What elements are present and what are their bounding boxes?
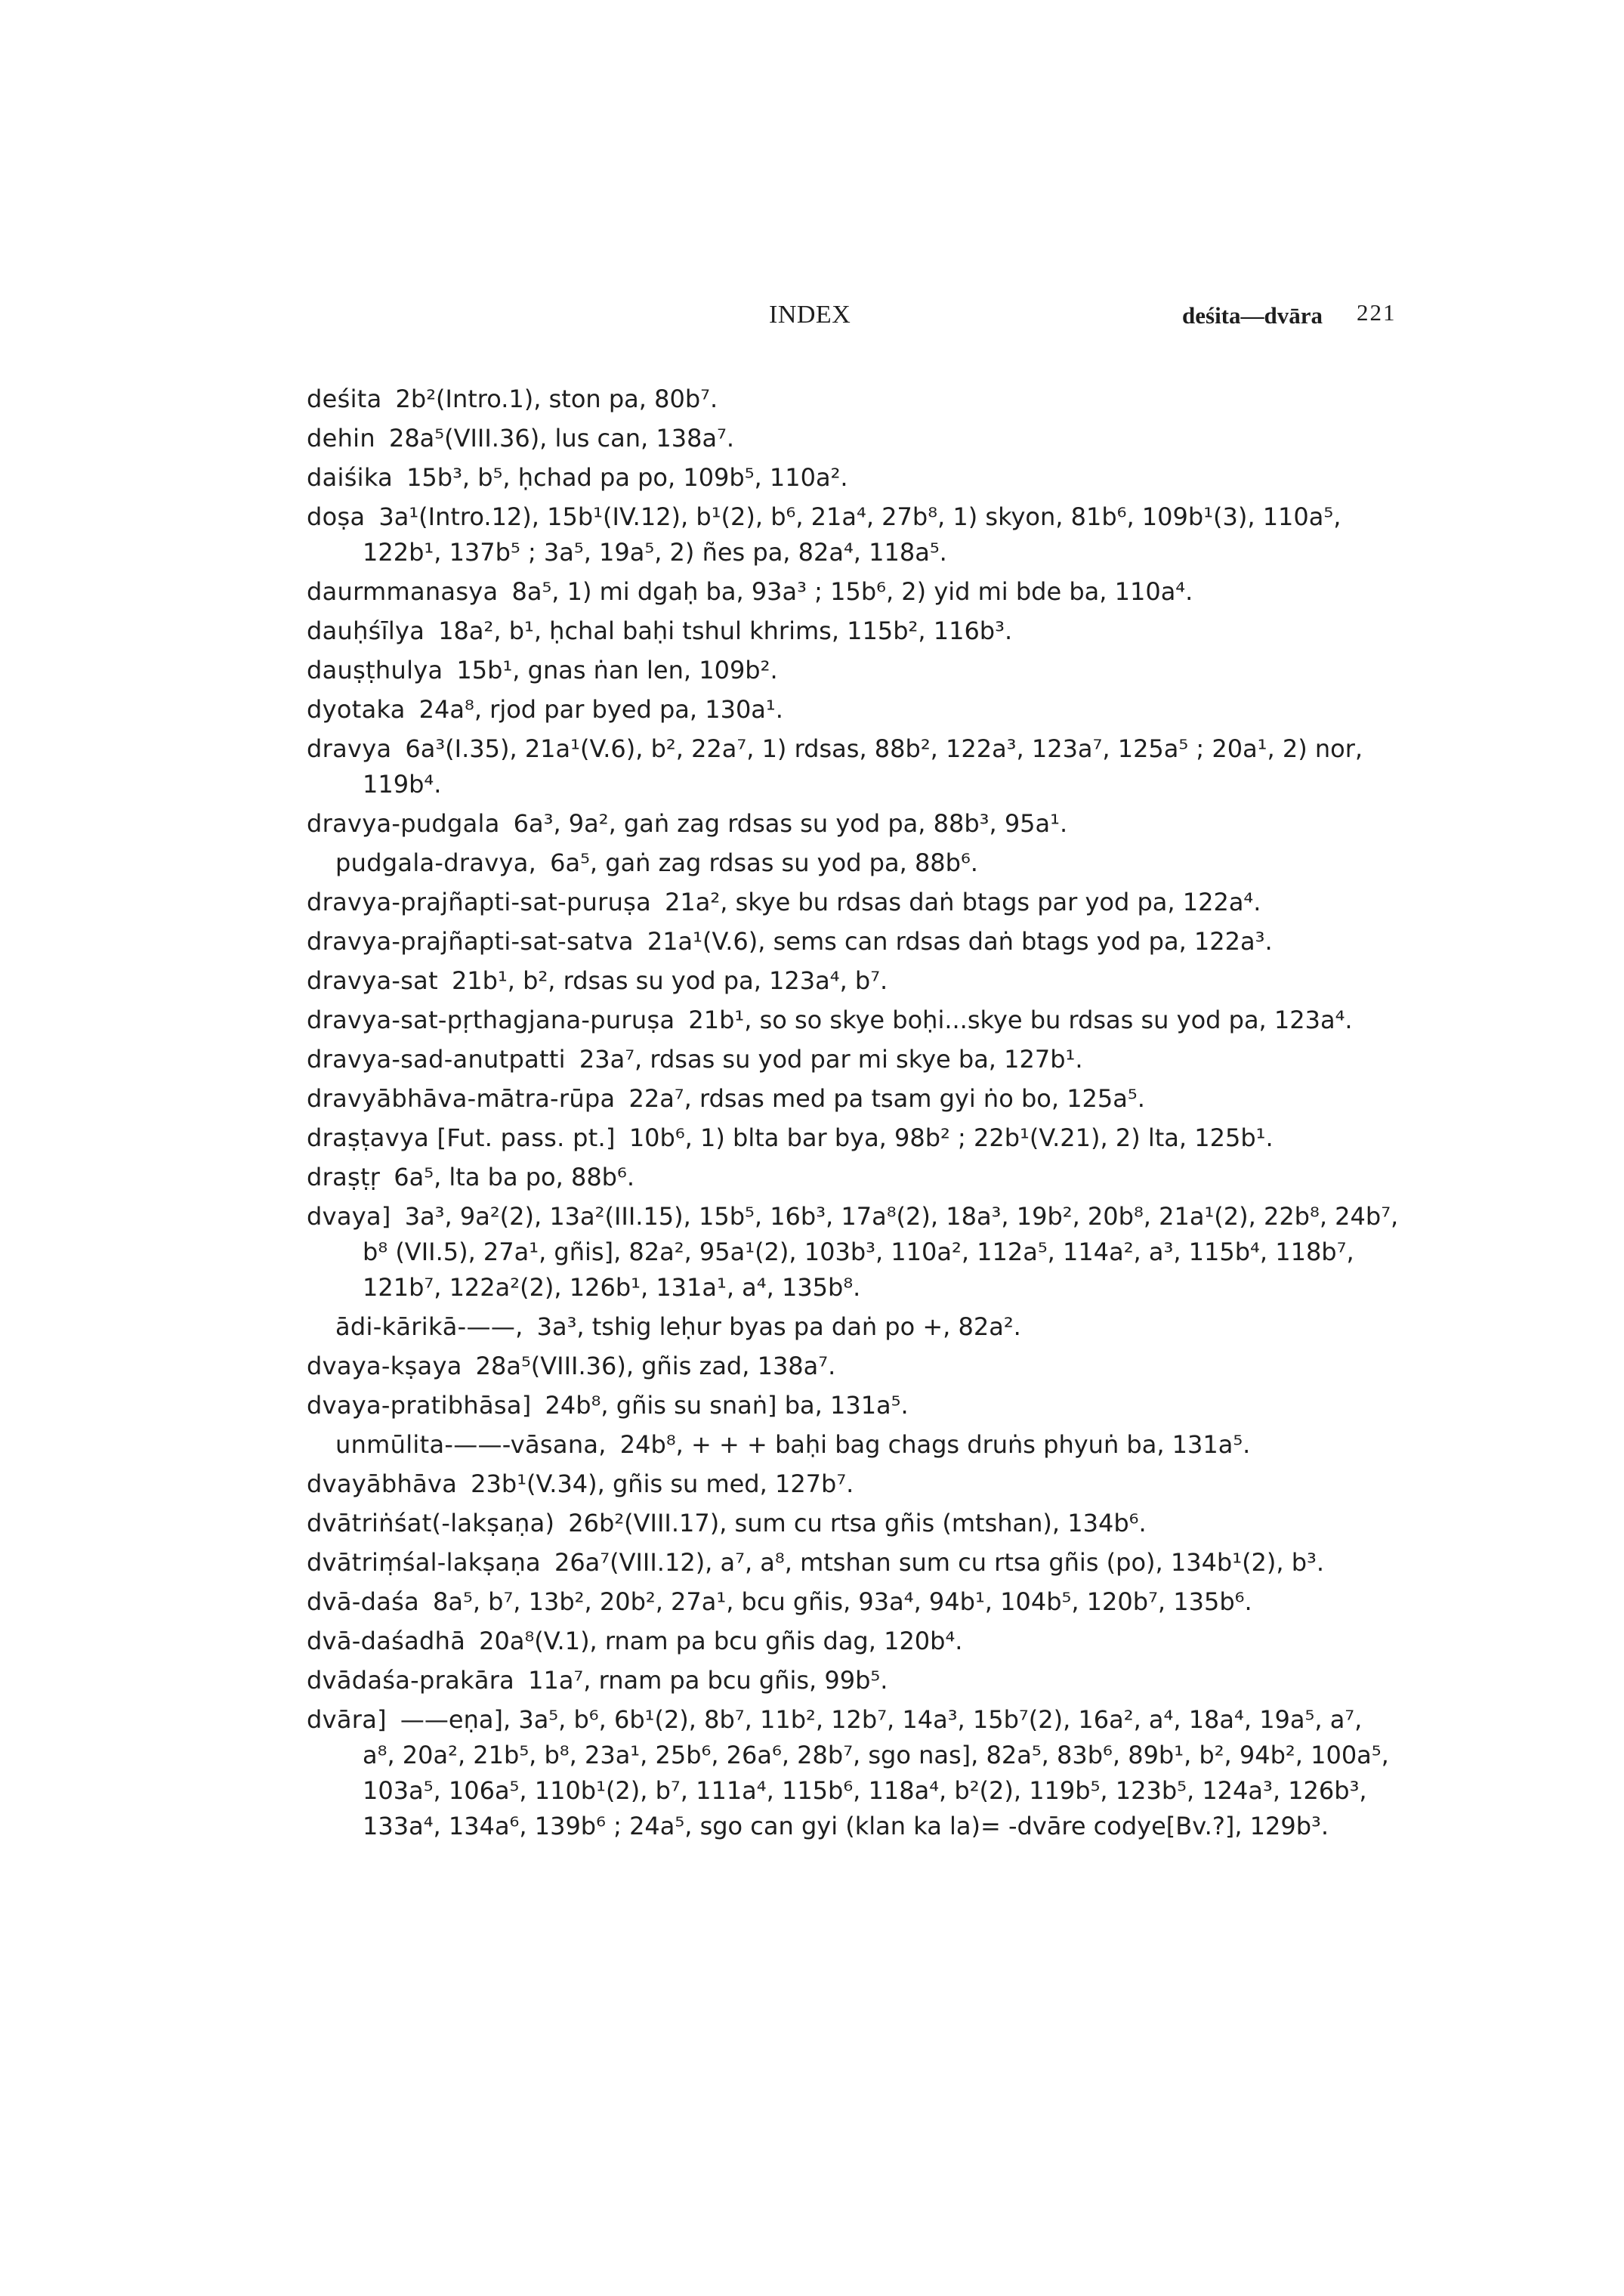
index-entry: [307, 382, 1402, 417]
index-entry: [307, 1663, 1402, 1698]
entry-headword: doṣa: [307, 502, 366, 531]
entry-references: 3a³, 9a²(2), 13a²(III.15), 15b⁵, 16b³, 17a⁸(2), 18a³, 19b², 20b⁸, 21a¹(2), 22b⁸, 24b⁷, b⁸ (VII.5), 27a¹, gñis], 82a², 95a¹(2), 103b³, 110a², 112a⁵, 114a², a³, 115b⁴, 118b⁷, 121b⁷, 122a²(2), 126b¹, 131a¹, a⁴, 135b⁸.: [363, 1202, 1399, 1302]
index-entry: [307, 924, 1402, 959]
index-entry: [307, 1160, 1402, 1195]
entry-headword: dvādaśa-prakāra: [307, 1666, 515, 1695]
entry-references: 23b¹(V.34), gñis su med, 127b⁷.: [471, 1469, 854, 1498]
index-entry: [307, 1466, 1402, 1502]
index-entry: [307, 1003, 1402, 1038]
entry-headword: dravya-sad-anutpatti: [307, 1045, 566, 1074]
entry-references: 24a⁸, rjod par byed pa, 130a¹.: [418, 695, 783, 724]
index-entry: [307, 1120, 1402, 1156]
header-title: INDEX: [769, 301, 851, 329]
entry-references: 8a⁵, b⁷, 13b², 20b², 27a¹, bcu gñis, 93a⁴, 94b¹, 104b⁵, 120b⁷, 135b⁶.: [433, 1587, 1252, 1616]
entry-references: 28a⁵(VIII.36), lus can, 138a⁷.: [388, 424, 735, 453]
entry-references: 2b²(Intro.1), ston pa, 80b⁷.: [395, 385, 718, 413]
index-entry: [307, 653, 1402, 688]
entry-references: 24b⁸, gñis su snaṅ] ba, 131a⁵.: [545, 1391, 909, 1420]
page-number: 221: [1357, 299, 1397, 326]
entry-references: 26b²(VIII.17), sum cu rtsa gñis (mtshan), 134b⁶.: [568, 1509, 1147, 1537]
index-entry: [307, 1042, 1402, 1077]
entry-headword: dvaya-kṣaya: [307, 1352, 462, 1380]
entry-references: 28a⁵(VIII.36), gñis zad, 138a⁷.: [475, 1352, 836, 1380]
index-entry: [307, 421, 1402, 456]
entry-references: 21a¹(V.6), sems can rdsas daṅ btags yod pa, 122a³.: [647, 927, 1273, 956]
index-entry: [307, 1199, 1402, 1306]
entry-headword: dvātriṅśat(-lakṣaṇa): [307, 1509, 555, 1537]
entry-headword: daurmmanasya: [307, 577, 499, 606]
entry-headword: dravya-pudgala: [307, 809, 500, 838]
entry-headword: ādi-kārikā-——,: [335, 1312, 523, 1341]
entry-references: 24b⁸, + + + baḥi bag chags druṅs phyuṅ ba, 131a⁵.: [619, 1430, 1251, 1459]
entry-headword: dauḥśīlya: [307, 616, 425, 645]
index-subentry: [307, 1427, 1402, 1463]
entry-references: 6a³(I.35), 21a¹(V.6), b², 22a⁷, 1) rdsas, 88b², 122a³, 123a⁷, 125a⁵ ; 20a¹, 2) nor, 119b⁴.: [363, 734, 1363, 799]
entry-headword: dyotaka: [307, 695, 406, 724]
index-entry: [307, 1584, 1402, 1620]
index-entry: [307, 1624, 1402, 1659]
entry-headword: dvayābhāva: [307, 1469, 458, 1498]
entry-references: 26a⁷(VIII.12), a⁷, a⁸, mtshan sum cu rtsa gñis (po), 134b¹(2), b³.: [554, 1548, 1325, 1577]
entry-references: 23a⁷, rdsas su yod par mi skye ba, 127b¹.: [579, 1045, 1083, 1074]
entry-headword: dvā-daśa: [307, 1587, 420, 1616]
entry-headword: dvaya]: [307, 1202, 391, 1231]
entry-headword: deśita: [307, 385, 382, 413]
entry-references: 6a⁵, lta ba po, 88b⁶.: [394, 1163, 634, 1191]
index-entry: [307, 806, 1402, 842]
entry-headword: dauṣṭhulya: [307, 656, 443, 684]
entry-headword: daiśika: [307, 463, 394, 492]
index-entry: [307, 731, 1402, 802]
entry-headword: dravya-prajñapti-sat-puruṣa: [307, 888, 652, 916]
entry-headword: dvātriṃśal-lakṣaṇa: [307, 1548, 541, 1577]
entry-references: 8a⁵, 1) mi dgaḥ ba, 93a³ ; 15b⁶, 2) yid mi bde ba, 110a⁴.: [511, 577, 1193, 606]
index-entry: [307, 1081, 1402, 1117]
index-entries: [307, 382, 1402, 1848]
index-entry: [307, 963, 1402, 999]
index-subentry: [307, 1309, 1402, 1345]
entry-references: 15b³, b⁵, ḥchad pa po, 109b⁵, 110a².: [406, 463, 848, 492]
entry-references: 21b¹, so so skye boḥi...skye bu rdsas su yod pa, 123a⁴.: [688, 1006, 1353, 1034]
index-entry: [307, 692, 1402, 728]
entry-headword: dvāra]: [307, 1705, 387, 1734]
entry-references: 10b⁶, 1) blta bar bya, 98b² ; 22b¹(V.21), 2) lta, 125b¹.: [628, 1123, 1274, 1152]
entry-headword: dravya-prajñapti-sat-satva: [307, 927, 634, 956]
entry-references: 11a⁷, rnam pa bcu gñis, 99b⁵.: [528, 1666, 888, 1695]
entry-headword: unmūlita-——-vāsana,: [335, 1430, 607, 1459]
header-entry-range: deśita—dvāra: [1182, 302, 1323, 329]
entry-headword: draṣṭavya [Fut. pass. pt.]: [307, 1123, 616, 1152]
entry-headword: draṣṭṛ: [307, 1163, 381, 1191]
index-entry: [307, 1388, 1402, 1423]
entry-references: 6a³, 9a², gaṅ zag rdsas su yod pa, 88b³, 95a¹.: [513, 809, 1068, 838]
index-entry: [307, 1349, 1402, 1384]
index-entry: [307, 1545, 1402, 1581]
entry-references: ——eṇa], 3a⁵, b⁶, 6b¹(2), 8b⁷, 11b², 12b⁷, 14a³, 15b⁷(2), 16a², a⁴, 18a⁴, 19a⁵, a⁷, a⁸, 20a², 21b⁵, b⁸, 23a¹, 25b⁶, 26a⁶, 28b⁷, sgo nas], 82a⁵, 83b⁶, 89b¹, b², 94b², 100a⁵, 103a⁵, 106a⁵, 110b¹(2), b⁷, 111a⁴, 115b⁶, 118a⁴, b²(2), 119b⁵, 123b⁵, 124a³, 126b³, 133a⁴, 134a⁶, 139b⁶ ; 24a⁵, sgo can gyi (klan ka la)= -dvāre codye[Bv.?], 129b³.: [363, 1705, 1389, 1840]
index-entry: [307, 1702, 1402, 1844]
entry-references: 20a⁸(V.1), rnam pa bcu gñis dag, 120b⁴.: [479, 1627, 963, 1655]
index-subentry: [307, 845, 1402, 881]
index-entry: [307, 1506, 1402, 1541]
entry-headword: dvā-daśadhā: [307, 1627, 466, 1655]
entry-headword: pudgala-dravya,: [335, 848, 537, 877]
entry-references: 3a³, tshig leḥur byas pa daṅ po +, 82a².: [536, 1312, 1021, 1341]
entry-references: 22a⁷, rdsas med pa tsam gyi ṅo bo, 125a⁵.: [628, 1084, 1145, 1113]
entry-headword: dravya-sat-pṛthagjana-puruṣa: [307, 1006, 675, 1034]
entry-references: 21a², skye bu rdsas daṅ btags par yod pa, 122a⁴.: [665, 888, 1261, 916]
entry-references: 6a⁵, gaṅ zag rdsas su yod pa, 88b⁶.: [550, 848, 978, 877]
entry-headword: dravya-sat: [307, 966, 438, 995]
running-header: [0, 296, 1624, 341]
index-entry: [307, 885, 1402, 920]
entry-references: 21b¹, b², rdsas su yod pa, 123a⁴, b⁷.: [451, 966, 888, 995]
entry-references: 3a¹(Intro.12), 15b¹(IV.12), b¹(2), b⁶, 21a⁴, 27b⁸, 1) skyon, 81b⁶, 109b¹(3), 110a⁵, 122b¹, 137b⁵ ; 3a⁵, 19a⁵, 2) ñes pa, 82a⁴, 118a⁵.: [363, 502, 1341, 567]
entry-headword: dvaya-pratibhāsa]: [307, 1391, 532, 1420]
index-entry: [307, 613, 1402, 649]
entry-headword: dravyābhāva-mātra-rūpa: [307, 1084, 616, 1113]
entry-headword: dravya: [307, 734, 392, 763]
entry-headword: dehin: [307, 424, 375, 453]
index-entry: [307, 499, 1402, 570]
entry-references: 15b¹, gnas ṅan len, 109b².: [456, 656, 778, 684]
index-entry: [307, 574, 1402, 610]
index-entry: [307, 460, 1402, 496]
entry-references: 18a², b¹, ḥchal baḥi tshul khrims, 115b², 116b³.: [438, 616, 1013, 645]
